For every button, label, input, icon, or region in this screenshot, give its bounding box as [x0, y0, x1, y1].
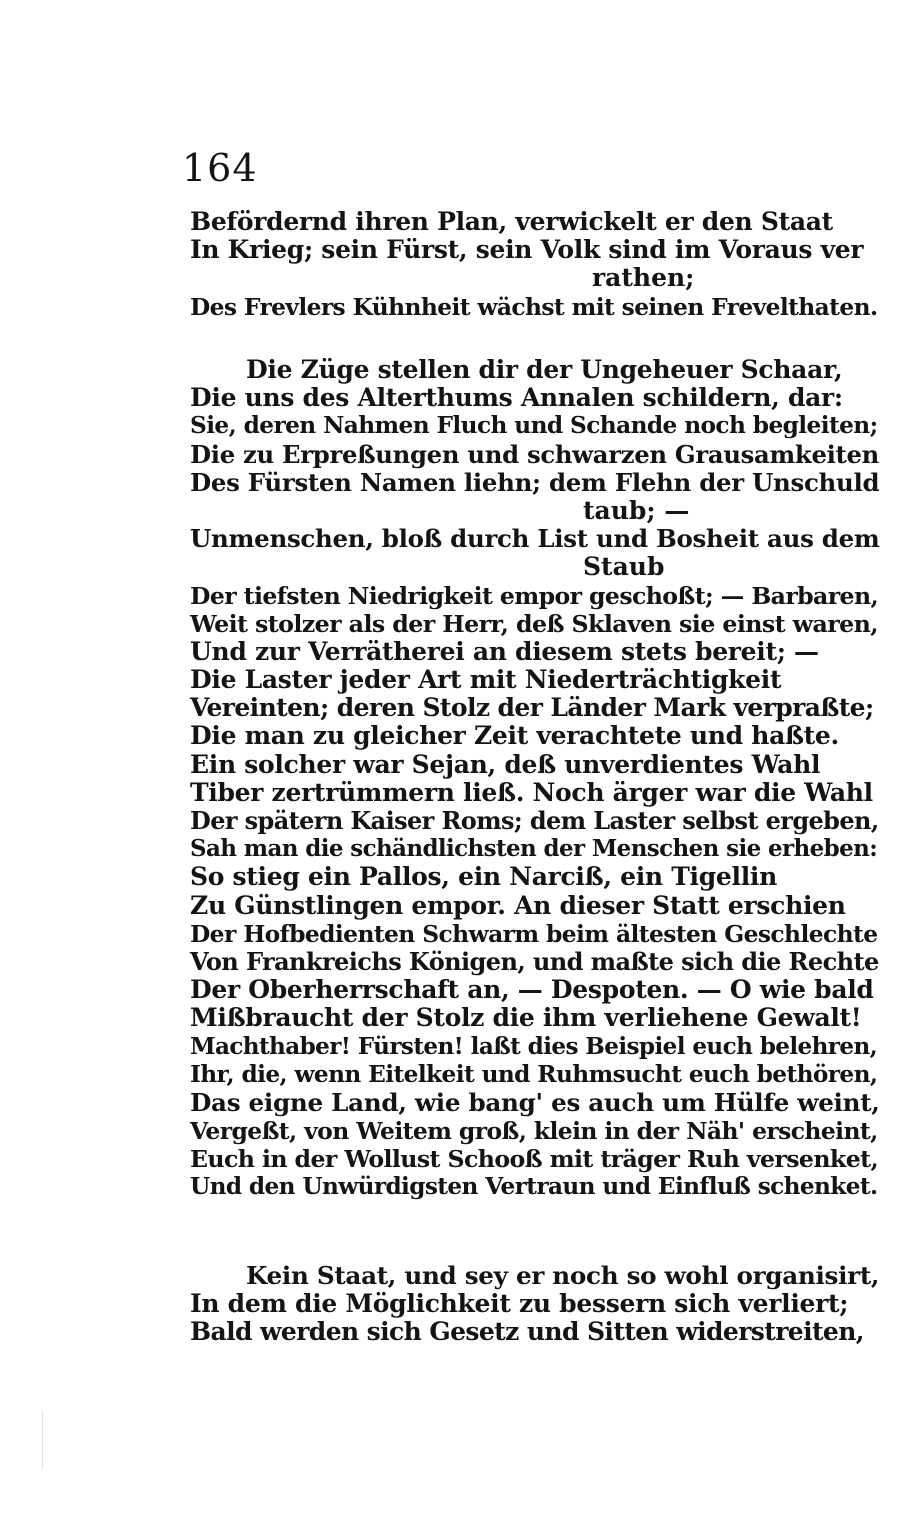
verse-line-continuation: Staub [583, 552, 665, 582]
page-edge-mark [42, 1410, 43, 1470]
verse-line: Von Frankreichs Königen, und maßte sich die Rechte [190, 946, 879, 976]
verse-line: Mißbraucht der Stolz die ihm verliehene Gewalt! [190, 1003, 862, 1033]
page-number: 164 [182, 146, 258, 190]
verse-line: In dem die Möglichkeit zu bessern sich verliert; [190, 1289, 849, 1319]
verse-line: Des Fürsten Namen liehn; dem Flehn der Unschuld [190, 467, 880, 497]
verse-line: Weit stolzer als der Herr, deß Sklaven sie einst waren, [190, 609, 878, 638]
verse-line: Die uns des Alterthums Annalen schildern, dar: [190, 383, 843, 413]
verse-line: Der tiefsten Niedrigkeit empor geschoßt; — Barbaren, [190, 581, 879, 610]
verse-line: Ihr, die, wenn Eitelkeit und Ruhmsucht euch bethören, [190, 1060, 878, 1088]
verse-line: Die man zu gleicher Zeit verachtete und haßte. [190, 721, 839, 751]
verse-line: Sie, deren Nahmen Fluch und Schande noch begleiten; [190, 412, 878, 440]
verse-line: Bald werden sich Gesetz und Sitten widerstreiten, [190, 1317, 864, 1347]
verse-line: Und den Unwürdigsten Vertraun und Einfluß schenket. [190, 1173, 878, 1201]
verse-line: Der Hofbedienten Schwarm beim ältesten Geschlechte [190, 919, 878, 948]
verse-line: Vergeßt, von Weitem groß, klein in der Näh' erscheint, [190, 1117, 878, 1146]
verse-line: Das eigne Land, wie bang' es auch um Hülfe weint, [190, 1087, 880, 1117]
verse-line: In Krieg; sein Fürst, sein Volk sind im Voraus ver [190, 235, 864, 265]
verse-line-continuation: rathen; [592, 263, 695, 293]
stanza-3 [0, 1262, 900, 1347]
verse-line: Sah man die schändlichsten der Menschen sie erheben: [190, 835, 878, 863]
verse-line: Machthaber! Fürsten! laßt dies Beispiel euch belehren, [190, 1032, 878, 1060]
verse-line: Ein solcher war Sejan, deß unverdientes Wahl [190, 749, 821, 779]
verse-line: Die Laster jeder Art mit Niederträchtigkeit [190, 665, 782, 695]
stanza-2 [0, 356, 900, 1202]
verse-line-continuation: taub; — [583, 495, 690, 525]
verse-line: Tiber zertrümmern ließ. Noch ärger war die Wahl [190, 777, 873, 807]
verse-line: Die Züge stellen dir der Ungeheuer Schaar, [246, 355, 843, 384]
verse-line: Der spätern Kaiser Roms; dem Laster selbst ergeben, [190, 806, 879, 835]
verse-line: Vereinten; deren Stolz der Länder Mark verpraßte; [190, 693, 874, 723]
verse-line: Befördernd ihren Plan, verwickelt er den Staat [190, 207, 833, 236]
stanza-1 [0, 208, 900, 321]
verse-line: Zu Günstlingen empor. An dieser Statt erschien [190, 890, 846, 920]
verse-line: Unmenschen, bloß durch List und Bosheit aus dem [190, 524, 880, 554]
verse-line: So stieg ein Pallos, ein Narciß, ein Tigellin [190, 862, 777, 892]
verse-line: Und zur Verrätherei an diesem stets bereit; — [190, 636, 819, 666]
verse-line: Euch in der Wollust Schooß mit träger Ruh versenket, [190, 1145, 879, 1174]
verse-line: Der Oberherrschaft an, — Despoten. — O wie bald [190, 975, 874, 1005]
verse-line: Des Frevlers Kühnheit wächst mit seinen Frevelthaten. [190, 292, 878, 321]
verse-line: Die zu Erpreßungen und schwarzen Grausamkeiten [190, 439, 879, 469]
verse-line: Kein Staat, und sey er noch so wohl organisirt, [246, 1261, 880, 1290]
